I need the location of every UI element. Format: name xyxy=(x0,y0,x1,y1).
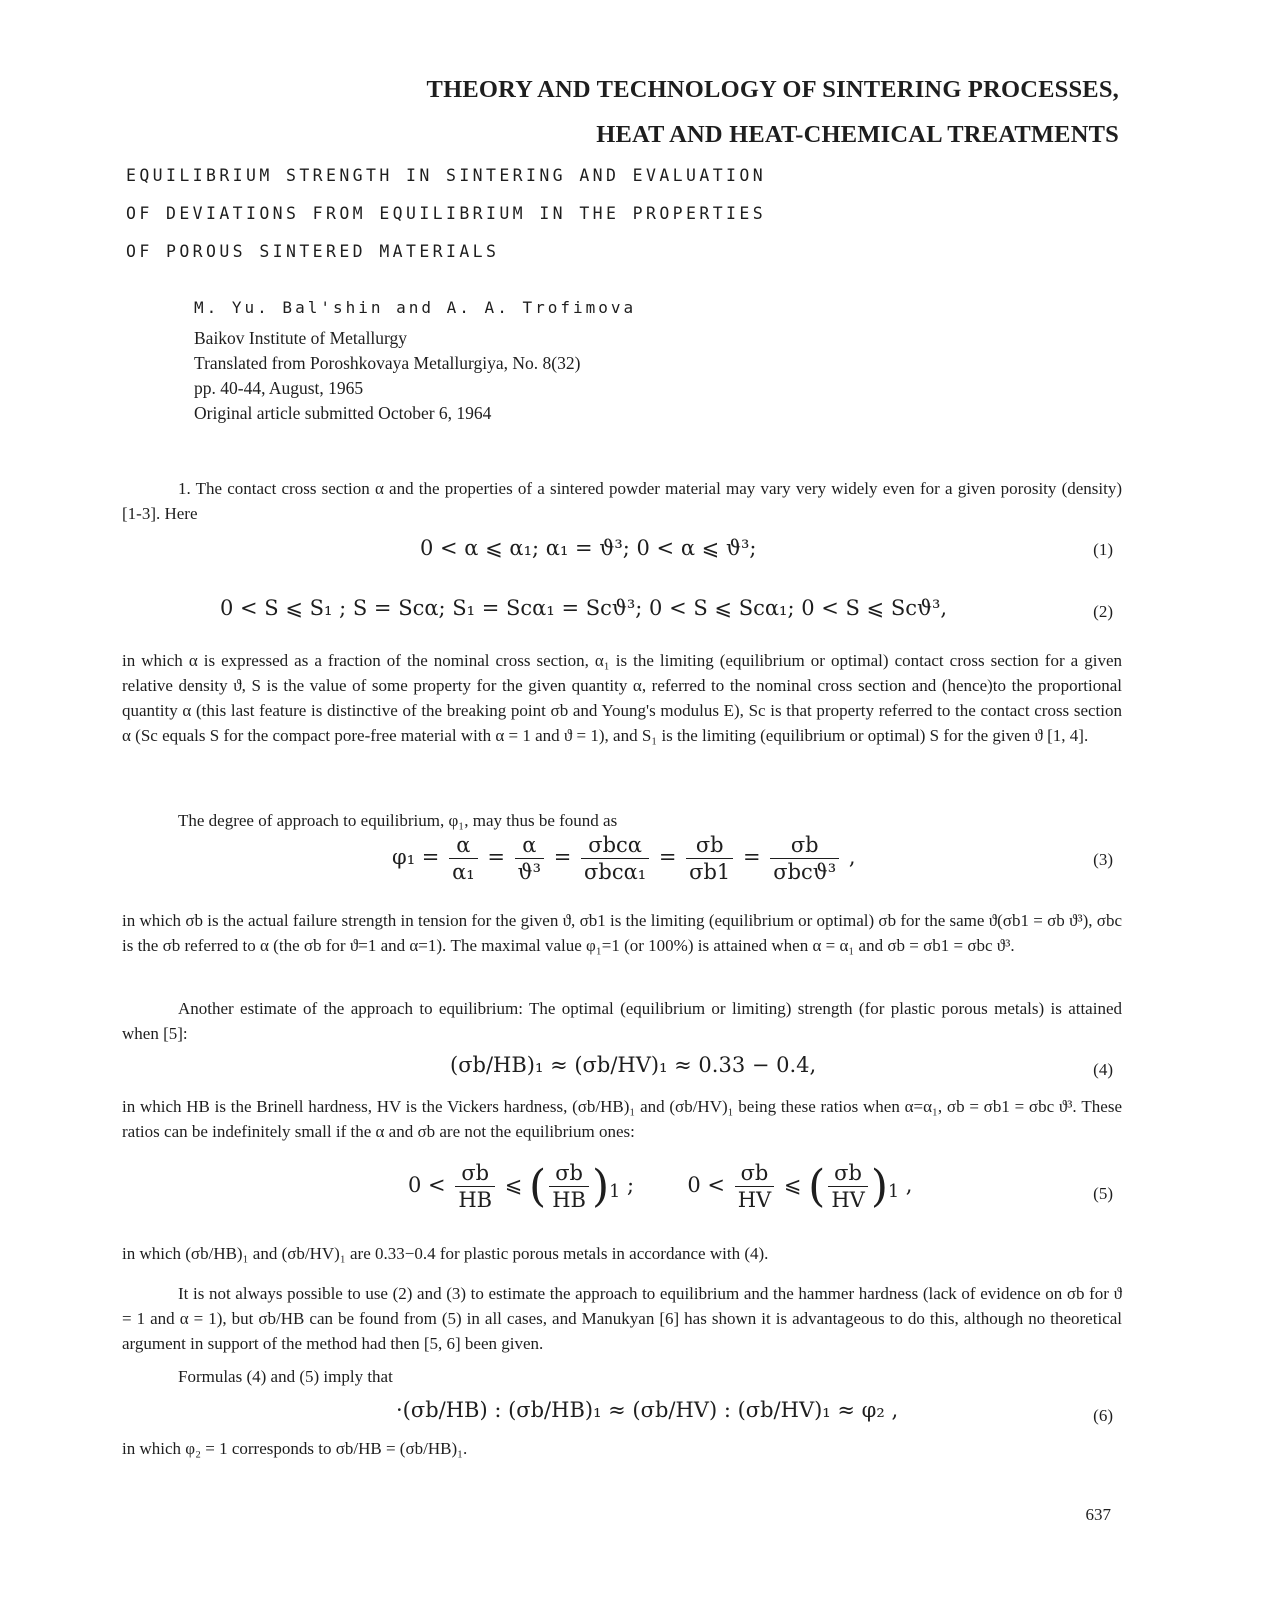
paragraph-6: in which HB is the Brinell hardness, HV is the Vickers hardness, (σb/HB)₁ and (σb/HV)₁ being these ratios when α=α₁, σb = σb1 = σbc ϑ³. These ratios can be indefinitely small if the α and σb are not the equilibrium ones: xyxy=(122,1097,1122,1141)
article-title-line-2: OF DEVIATIONS FROM EQUILIBRIUM IN THE PROPERTIES xyxy=(126,204,767,223)
paragraph-9: Formulas (4) and (5) imply that xyxy=(178,1367,393,1386)
equation-5-sub-v: 1 xyxy=(887,1182,900,1203)
equation-number-1: (1) xyxy=(1093,540,1113,559)
equation-2: 0 < S ⩽ S₁ ; S = Scα; S₁ = Scα₁ = Scϑ³; 0 < S ⩽ Scα₁; 0 < S ⩽ Scϑ³, xyxy=(220,596,948,620)
submitted-date: Original article submitted October 6, 1964 xyxy=(194,403,492,423)
equation-3-term-3: $\frac{\text{σbcα}}{\text{σbcα₁}}$ xyxy=(581,832,649,885)
paragraph-5: Another estimate of the approach to equilibrium: The optimal (equilibrium or limiting) strength (for plastic porous metals) is attained when [5]: xyxy=(122,999,1122,1043)
equation-3-term-2: $\frac{\alpha}{\text{ϑ³}}$ xyxy=(515,832,544,885)
equation-3-lhs: φ₁ = xyxy=(392,845,440,869)
article-title-line-3: OF POROUS SINTERED MATERIALS xyxy=(126,242,500,261)
equation-3: φ₁ = $\frac{\alpha}{\text{α₁}}$ = $\frac{\alpha}{\text{ϑ³}}$ = $\frac{\text{σbcα}}{\text{σbcα₁}}$ = $\frac{\sigma b}{\sigma b1}$ = $\frac{\sigma b}{\text{σbcϑ³}}$ , xyxy=(392,833,856,884)
equation-number-3: (3) xyxy=(1093,850,1113,869)
equation-4: (σb/HB)₁ ≈ (σb/HV)₁ ≈ 0.33 − 0.4, xyxy=(450,1053,817,1077)
paragraph-10: in which φ₂ = 1 corresponds to σb/HB = (σb/HB)₁. xyxy=(122,1439,468,1458)
paragraph-3: The degree of approach to equilibrium, φ₁, may thus be found as xyxy=(178,811,618,830)
equation-1: 0 < α ⩽ α₁; α₁ = ϑ³; 0 < α ⩽ ϑ³; xyxy=(420,536,757,560)
section-heading-line-2: HEAT AND HEAT-CHEMICAL TREATMENTS xyxy=(596,121,1119,148)
equation-number-6: (6) xyxy=(1093,1406,1113,1425)
equation-number-4: (4) xyxy=(1093,1060,1113,1079)
equation-5-frac-b: $\frac{\sigma b}{HB}$ xyxy=(455,1160,495,1213)
section-heading-line-1: THEORY AND TECHNOLOGY OF SINTERING PROCESSES, xyxy=(426,76,1119,103)
paragraph-7: in which (σb/HB)₁ and (σb/HV)₁ are 0.33−0.4 for plastic porous metals in accordance with (4). xyxy=(122,1244,769,1263)
equation-number-2: (2) xyxy=(1093,602,1113,621)
paragraph-8: It is not always possible to use (2) and (3) to estimate the approach to equilibrium and the hammer hardness (lack of evidence on σb for ϑ = 1 and α = 1), but σb/HB can be found from (5) in all cases, and Manukyan [6] has shown it is advantageous to do this, although no theoretical argument in support of the method had then [5, 6] been given. xyxy=(122,1284,1122,1353)
equation-5-limit-b: $\frac{\sigma b}{HB}$ xyxy=(549,1160,589,1213)
equation-3-term-5: $\frac{\sigma b}{\text{σbcϑ³}}$ xyxy=(770,832,839,885)
equation-3-term-1: $\frac{\alpha}{\text{α₁}}$ xyxy=(449,832,478,885)
paragraph-4: in which σb is the actual failure strength in tension for the given ϑ, σb1 is the limiting (equilibrium or optimal) σb for the same ϑ(σb1 = σb ϑ³), σbc is the σb referred to α (the σb for ϑ=1 and α=1). The maximal value φ₁=1 (or 100%) is attained when α = α₁ and σb = σb1 = σbc ϑ³. xyxy=(122,911,1122,955)
equation-number-5: (5) xyxy=(1093,1184,1113,1203)
paragraph-1: 1. The contact cross section α and the properties of a sintered powder material may vary very widely even for a given porosity (density) [1-3]. Here xyxy=(122,479,1122,523)
page-number: 637 xyxy=(1085,1505,1111,1524)
equation-6: ·(σb/HB) : (σb/HB)₁ ≈ (σb/HV) : (σb/HV)₁ ≈ φ₂ , xyxy=(396,1398,899,1422)
equation-3-term-4: $\frac{\sigma b}{\sigma b1}$ xyxy=(686,832,733,885)
translated-from: Translated from Poroshkovaya Metallurgiya, No. 8(32) xyxy=(194,353,581,373)
institute: Baikov Institute of Metallurgy xyxy=(194,328,408,348)
equation-5-limit-v: $\frac{\sigma b}{HV}$ xyxy=(828,1160,867,1213)
page-range: pp. 40-44, August, 1965 xyxy=(194,378,364,398)
equation-5-frac-v: $\frac{\sigma b}{HV}$ xyxy=(735,1160,774,1213)
authors: M. Yu. Bal'shin and A. A. Trofimova xyxy=(194,298,637,317)
equation-5-lhs-b: 0 < xyxy=(408,1173,446,1197)
article-title-line-1: EQUILIBRIUM STRENGTH IN SINTERING AND EVALUATION xyxy=(126,166,767,185)
paragraph-2: in which α is expressed as a fraction of the nominal cross section, α₁ is the limiting (equilibrium or optimal) contact cross section for a given relative density ϑ, S is the value of some property for the given quantity α, referred to the nominal cross section and (hence)to the proportional quantity α (this last feature is distinctive of the breaking point σb and Young's modulus E), Sc is that property referred to the contact cross section α (Sc equals S for the compact pore-free material with α = 1 and ϑ = 1), and S₁ is the limiting (equilibrium or optimal) S for the given ϑ [1, 4]. xyxy=(122,651,1122,745)
equation-5: 0 < $\frac{\sigma b}{HB}$ ⩽ ( $\frac{\sigma b}{HB}$ )$_1$ ; 0 < $\frac{\sigma b}{HV}$ ⩽ ( $\frac{\sigma b}{HV}$ )$_1$ , xyxy=(408,1161,913,1212)
equation-5-sub-b: 1 xyxy=(609,1182,621,1203)
equation-5-lhs-v: 0 < xyxy=(687,1173,726,1197)
